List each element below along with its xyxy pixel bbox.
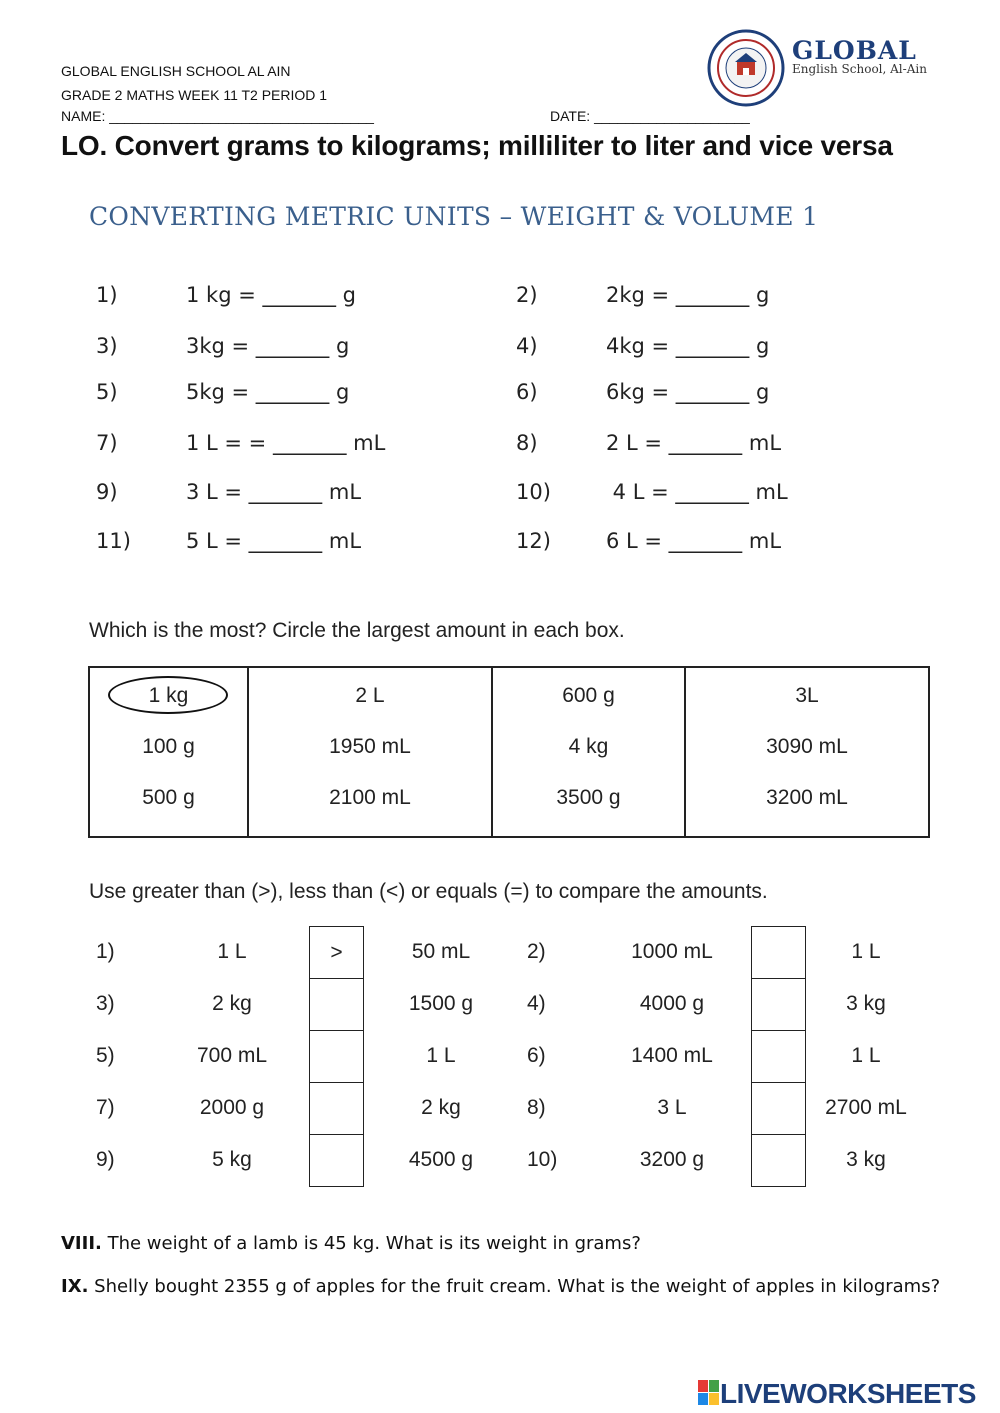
amount-text: 100 g <box>142 735 195 758</box>
most-table <box>88 666 930 838</box>
item-number: 10) <box>527 1148 558 1171</box>
amount-option[interactable] <box>686 772 928 823</box>
item-number: 5) <box>96 380 118 404</box>
most-box <box>89 667 248 837</box>
item-number: 2) <box>527 940 546 963</box>
conversion-item <box>516 529 916 559</box>
amount-b: 1 L <box>851 1044 881 1067</box>
conversion-prompt[interactable]: 1 kg = _______ g <box>186 283 356 307</box>
amount-a: 1 L <box>217 940 247 963</box>
amount-option[interactable] <box>686 721 928 772</box>
amount-option[interactable] <box>90 670 247 721</box>
conversion-item <box>96 431 496 461</box>
most-box <box>492 667 685 837</box>
amount-text: 3200 mL <box>766 786 848 809</box>
word-problem-viii <box>61 1233 641 1255</box>
amount-text: 1950 mL <box>329 735 411 758</box>
grade-line: GRADE 2 MATHS WEEK 11 T2 PERIOD 1 <box>61 87 328 103</box>
amount-text: 500 g <box>142 786 195 809</box>
amount-option[interactable] <box>249 670 491 721</box>
item-number: 4) <box>516 334 538 358</box>
amount-option[interactable] <box>249 721 491 772</box>
amount-a: 3 L <box>657 1096 687 1119</box>
amount-a: 1400 mL <box>631 1044 713 1067</box>
problem-label: IX. <box>61 1276 89 1297</box>
date-field[interactable]: DATE: ____________________ <box>550 108 750 124</box>
amount-a: 5 kg <box>212 1148 252 1171</box>
item-number: 12) <box>516 529 551 553</box>
amount-b: 50 mL <box>411 940 471 963</box>
compare-item <box>0 1082 1000 1134</box>
amount-b: 3 kg <box>846 1148 886 1171</box>
item-number: 7) <box>96 1096 115 1119</box>
item-number: 6) <box>527 1044 546 1067</box>
conversion-item <box>96 529 496 559</box>
amount-a: 3200 g <box>639 1148 705 1171</box>
item-number: 9) <box>96 1148 115 1171</box>
item-number: 2) <box>516 283 538 307</box>
brand-text: LIVEWORKSHEETS <box>720 1378 976 1409</box>
school-name: GLOBAL ENGLISH SCHOOL AL AIN <box>61 63 291 79</box>
amount-text: 600 g <box>562 684 615 707</box>
amount-b: 2700 mL <box>825 1096 907 1119</box>
liveworksheets-logo-icon <box>698 1380 720 1406</box>
compare-item <box>0 978 1000 1030</box>
item-number: 3) <box>96 992 115 1015</box>
school-logo <box>792 36 927 76</box>
amount-a: 700 mL <box>196 1044 268 1067</box>
conversion-prompt[interactable]: 4 L = _______ mL <box>606 480 788 504</box>
most-question-title: Which is the most? Circle the largest amount in each box. <box>89 619 625 642</box>
item-number: 4) <box>527 992 546 1015</box>
conversion-prompt[interactable]: 5kg = _______ g <box>186 380 350 404</box>
conversion-prompt[interactable]: 6kg = _______ g <box>606 380 770 404</box>
amount-option[interactable] <box>90 772 247 823</box>
conversion-prompt[interactable]: 1 L = = _______ mL <box>186 431 386 455</box>
amount-text: 3090 mL <box>766 735 848 758</box>
item-number: 3) <box>96 334 118 358</box>
conversion-prompt[interactable]: 4kg = _______ g <box>606 334 770 358</box>
item-number: 1) <box>96 283 118 307</box>
conversion-prompt[interactable]: 5 L = _______ mL <box>186 529 362 553</box>
conversion-prompt[interactable]: 3 L = _______ mL <box>186 480 362 504</box>
conversion-item <box>516 431 916 461</box>
conversion-item <box>516 334 916 364</box>
problem-text: The weight of a lamb is 45 kg. What is its weight in grams? <box>101 1233 641 1254</box>
conversion-item <box>96 380 496 410</box>
logo-subtitle: English School, Al-Ain <box>792 62 927 76</box>
amount-text: 3500 g <box>556 786 621 809</box>
amount-a: 1000 mL <box>631 940 713 963</box>
amount-b: 1500 g <box>408 992 474 1015</box>
amount-text: 2100 mL <box>329 786 411 809</box>
amount-text: 4 kg <box>568 735 609 758</box>
amount-option[interactable] <box>90 721 247 772</box>
conversion-item <box>96 480 496 510</box>
item-number: 6) <box>516 380 538 404</box>
item-number: 7) <box>96 431 118 455</box>
conversion-prompt[interactable]: 3kg = _______ g <box>186 334 350 358</box>
section-title: CONVERTING METRIC UNITS – WEIGHT & VOLUME 1 <box>89 202 819 231</box>
name-field[interactable]: NAME: __________________________________ <box>61 108 374 124</box>
compare-item <box>0 1030 1000 1082</box>
school-seal-icon <box>706 28 786 108</box>
amount-option[interactable] <box>493 670 684 721</box>
amount-option[interactable] <box>686 670 928 721</box>
amount-b: 4500 g <box>408 1148 474 1171</box>
logo-name: GLOBAL <box>792 36 917 65</box>
liveworksheets-brand[interactable] <box>698 1378 976 1410</box>
most-box <box>685 667 929 837</box>
item-number: 5) <box>96 1044 115 1067</box>
item-number: 1) <box>96 940 115 963</box>
amount-b: 3 kg <box>846 992 886 1015</box>
amount-text: 3L <box>795 684 819 707</box>
amount-b: 1 L <box>426 1044 456 1067</box>
conversion-prompt[interactable]: 2kg = _______ g <box>606 283 770 307</box>
most-box <box>248 667 492 837</box>
amount-a: 2000 g <box>199 1096 265 1119</box>
item-number: 11) <box>96 529 131 553</box>
amount-option[interactable] <box>493 772 684 823</box>
item-number: 8) <box>516 431 538 455</box>
conversion-item <box>516 380 916 410</box>
conversion-item <box>96 334 496 364</box>
compare-item <box>0 1134 1000 1186</box>
amount-a: 4000 g <box>639 992 705 1015</box>
amount-option[interactable] <box>249 772 491 823</box>
compare-question-title: Use greater than (>), less than (<) or equals (=) to compare the amounts. <box>89 880 768 903</box>
answer-symbol: > <box>330 941 343 964</box>
conversion-prompt[interactable]: 2 L = _______ mL <box>606 431 782 455</box>
amount-b: 2 kg <box>421 1096 461 1119</box>
amount-option[interactable] <box>493 721 684 772</box>
conversion-item <box>516 480 916 510</box>
amount-b: 1 L <box>851 940 881 963</box>
item-number: 10) <box>516 480 551 504</box>
conversion-prompt[interactable]: 6 L = _______ mL <box>606 529 782 553</box>
amount-text: 1 kg <box>148 684 189 707</box>
problem-text: Shelly bought 2355 g of apples for the fruit cream. What is the weight of apples in kilograms? <box>88 1276 941 1297</box>
amount-a: 2 kg <box>212 992 252 1015</box>
word-problem-ix <box>61 1276 941 1298</box>
conversion-item <box>516 283 916 313</box>
conversion-item <box>96 283 496 313</box>
compare-item <box>0 926 1000 978</box>
amount-text: 2 L <box>355 684 385 707</box>
problem-label: VIII. <box>61 1233 102 1254</box>
learning-objective: LO. Convert grams to kilograms; milliliter to liter and vice versa <box>61 130 893 161</box>
item-number: 9) <box>96 480 118 504</box>
item-number: 8) <box>527 1096 546 1119</box>
